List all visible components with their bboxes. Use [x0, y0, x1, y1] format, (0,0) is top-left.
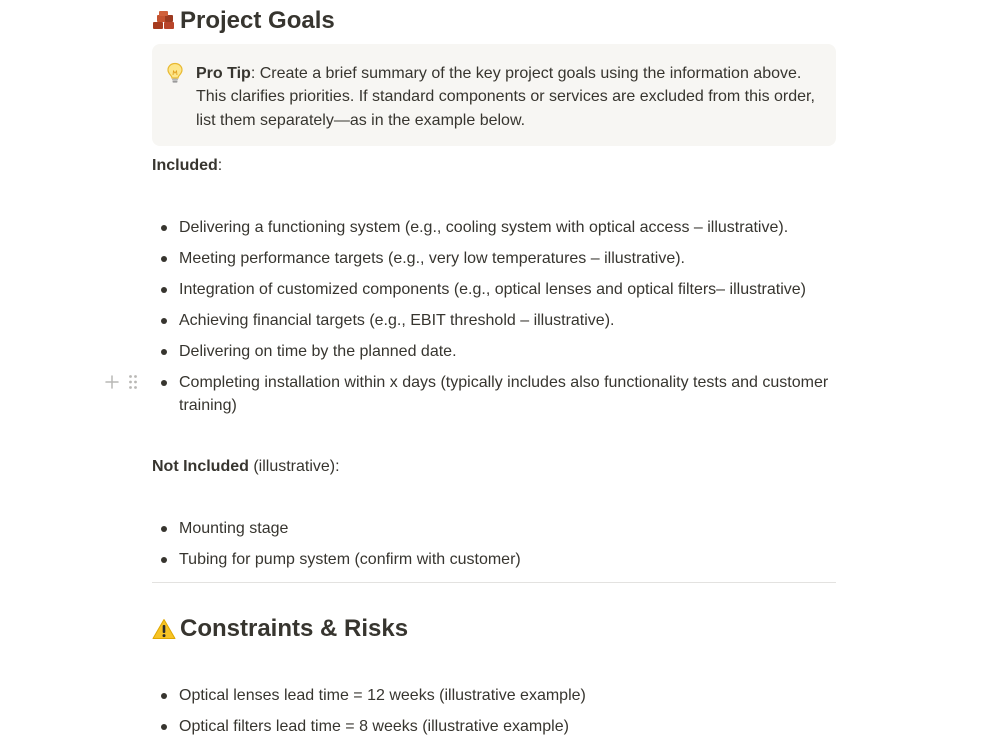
- list-item[interactable]: [152, 371, 836, 418]
- list-item[interactable]: [152, 309, 836, 332]
- callout-body: : Create a brief summary of the key project goals using the information above. This clarifies priorities. If standard components or services are excluded from this order, list them separately—as in the example below.: [196, 65, 815, 129]
- list-item-text: Meeting performance targets (e.g., very low temperatures – illustrative).: [179, 249, 685, 267]
- pro-tip-callout[interactable]: [152, 44, 836, 146]
- list-item-text: Achieving financial targets (e.g., EBIT threshold – illustrative).: [179, 311, 615, 329]
- list-item[interactable]: [152, 684, 836, 707]
- list-item[interactable]: [152, 247, 836, 270]
- list-item[interactable]: [152, 715, 836, 738]
- drag-handle-icon[interactable]: [126, 373, 140, 391]
- bullet: [161, 225, 167, 231]
- not-included-label-suffix: (illustrative):: [248, 458, 340, 475]
- bullet: [161, 349, 167, 355]
- included-list: [152, 216, 836, 425]
- constraints-list: [152, 684, 836, 745]
- heading-project-goals-text: Project Goals: [180, 7, 335, 34]
- not-included-label[interactable]: [152, 455, 340, 479]
- not-included-list: [152, 517, 836, 579]
- plus-icon[interactable]: [103, 373, 121, 391]
- warning-icon: [152, 618, 180, 640]
- heading-project-goals[interactable]: [152, 1, 335, 41]
- included-label-bold: Included: [152, 157, 218, 174]
- list-item[interactable]: [152, 548, 836, 571]
- bullet: [161, 287, 167, 293]
- bullet: [161, 256, 167, 262]
- bullet: [161, 318, 167, 324]
- not-included-label-bold: Not Included: [152, 458, 249, 475]
- list-item-text: Completing installation within x days (typically includes also functionality tests and customer training): [179, 373, 829, 415]
- list-item-text: Delivering on time by the planned date.: [179, 342, 457, 360]
- included-label-suffix: :: [217, 157, 223, 174]
- list-item-text: Mounting stage: [179, 520, 289, 537]
- list-item-text: Optical filters lead time = 8 weeks (illustrative example): [179, 717, 569, 735]
- bullet: [161, 693, 167, 699]
- heading-constraints-risks-text: Constraints & Risks: [180, 615, 409, 642]
- divider: [152, 582, 836, 583]
- bullet: [161, 724, 167, 730]
- bullet: [161, 557, 167, 563]
- list-item-text: Delivering a functioning system (e.g., cooling system with optical access – illustrative).: [179, 219, 789, 236]
- callout-text: [196, 62, 820, 132]
- lightbulb-icon: [166, 62, 184, 84]
- callout-label: Pro Tip: [196, 65, 251, 82]
- included-label[interactable]: [152, 154, 222, 178]
- list-item[interactable]: [152, 278, 836, 301]
- bullet: [161, 526, 167, 532]
- heading-constraints-risks[interactable]: [152, 609, 408, 649]
- block-handles: [103, 373, 143, 391]
- brick-icon: [152, 10, 180, 32]
- list-item-text: Tubing for pump system (confirm with customer): [179, 550, 521, 568]
- list-item-text: Optical lenses lead time = 12 weeks (illustrative example): [179, 687, 586, 704]
- list-item-text: Integration of customized components (e.g., optical lenses and optical filters– illustrative): [179, 280, 806, 298]
- list-item[interactable]: [152, 216, 836, 239]
- bullet: [161, 380, 167, 386]
- list-item[interactable]: [152, 340, 836, 363]
- list-item[interactable]: [152, 517, 836, 540]
